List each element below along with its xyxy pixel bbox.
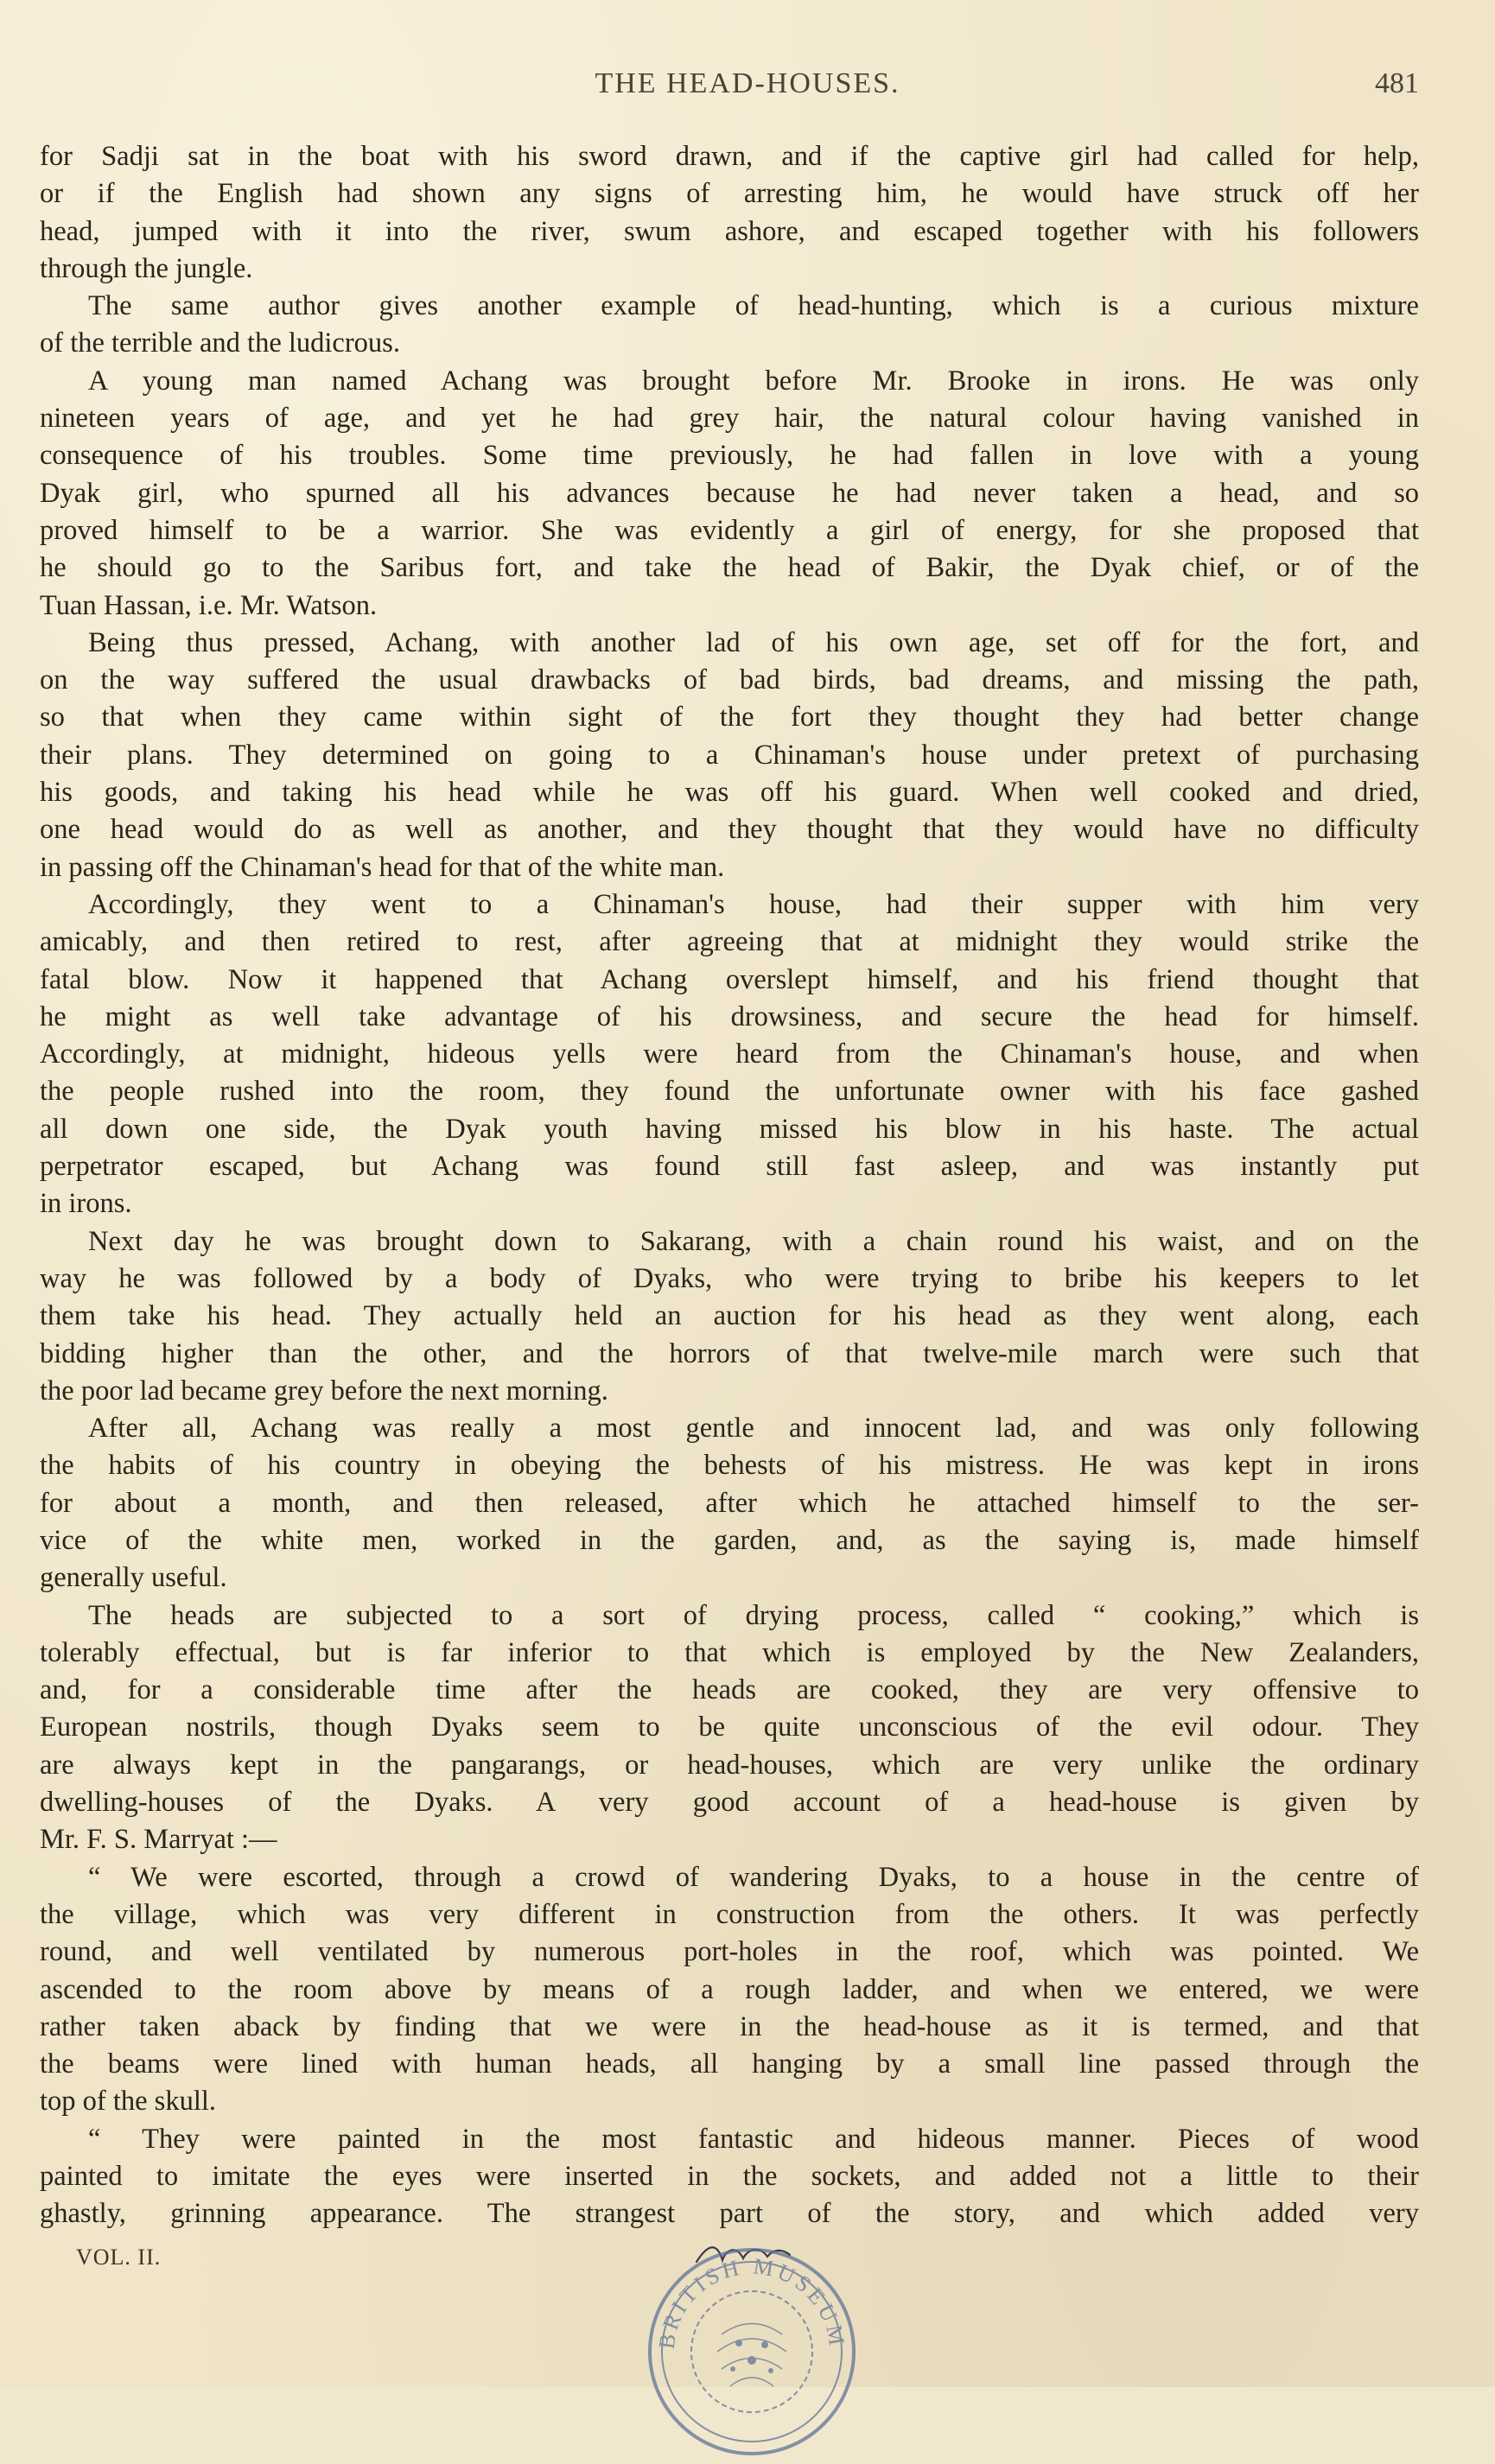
- text-line: “ We were escorted, through a crowd of wandering Dyaks, to a house in the centre of: [88, 1861, 1419, 1893]
- text-line: Mr. F. S. Marryat :—: [40, 1824, 277, 1856]
- text-line: Tuan Hassan, i.e. Mr. Watson.: [40, 589, 378, 621]
- text-line: top of the skull.: [40, 2086, 217, 2118]
- text-line: the habits of his country in obeying the behests of his mistress. He was kept in irons: [40, 1450, 1419, 1482]
- volume-marker: VOL. II.: [76, 2245, 162, 2270]
- text-line: European nostrils, though Dyaks seem to be quite unconscious of the evil odour. They: [40, 1711, 1419, 1743]
- svg-text:BRITISH MUSEUM: [654, 2253, 850, 2350]
- text-line: After all, Achang was really a most gentle and innocent lad, and was only following: [88, 1413, 1419, 1445]
- text-line: “ They were painted in the most fantastic and hideous manner. Pieces of wood: [88, 2123, 1419, 2155]
- library-stamp-icon: [639, 2239, 864, 2464]
- text-line: vice of the white men, worked in the garden, and, as the saying is, made himself: [40, 1524, 1419, 1556]
- text-line: painted to imitate the eyes were inserted in the sockets, and added not a little to their: [40, 2161, 1419, 2193]
- text-line: the village, which was very different in construction from the others. It was perfectly: [40, 1898, 1419, 1930]
- text-line: proved himself to be a warrior. She was evidently a girl of energy, for she proposed that: [40, 514, 1419, 546]
- text-line: all down one side, the Dyak youth having missed his blow in his haste. The actual: [40, 1113, 1419, 1145]
- text-line: he might as well take advantage of his drowsiness, and secure the head for himself.: [40, 1000, 1419, 1032]
- text-line: The heads are subjected to a sort of drying process, called “ cooking,” which is: [88, 1599, 1419, 1631]
- text-line: their plans. They determined on going to a Chinaman's house under pretext of purchasing: [40, 739, 1419, 771]
- text-line: rather taken aback by finding that we were in the head-house as it is termed, and that: [40, 2010, 1419, 2042]
- text-line: them take his head. They actually held an auction for his head as they went along, each: [40, 1300, 1419, 1332]
- text-line: ghastly, grinning appearance. The strangest part of the story, and which added very: [40, 2198, 1419, 2230]
- text-line: Accordingly, they went to a Chinaman's house, had their supper with him very: [88, 888, 1419, 920]
- text-line: head, jumped with it into the river, swum ashore, and escaped together with his followers: [40, 215, 1419, 247]
- text-line: dwelling-houses of the Dyaks. A very good account of a head-house is given by: [40, 1787, 1419, 1819]
- text-line: the people rushed into the room, they found the unfortunate owner with his face gashed: [40, 1076, 1419, 1108]
- text-line: Accordingly, at midnight, hideous yells were heard from the Chinaman's house, and when: [40, 1038, 1419, 1070]
- running-title: THE HEAD-HOUSES.: [595, 67, 900, 99]
- text-line: and, for a considerable time after the heads are cooked, they are very offensive to: [40, 1674, 1419, 1706]
- text-line: tolerably effectual, but is far inferior to that which is employed by the New Zealanders,: [40, 1636, 1419, 1668]
- text-line: perpetrator escaped, but Achang was found still fast asleep, and was instantly put: [40, 1151, 1419, 1183]
- text-line: Being thus pressed, Achang, with another lad of his own age, set off for the fort, and: [88, 626, 1419, 658]
- text-line: one head would do as well as another, and they thought that they would have no difficulty: [40, 814, 1419, 846]
- body-text: [40, 138, 1419, 2233]
- stamp-text: BRITISH MUSEUM: [653, 2253, 850, 2351]
- text-line: his goods, and taking his head while he was off his guard. When well cooked and dried,: [40, 777, 1419, 809]
- text-line: round, and well ventilated by numerous port-holes in the roof, which was pointed. We: [40, 1936, 1419, 1968]
- text-line: he should go to the Saribus fort, and take the head of Bakir, the Dyak chief, or of the: [40, 552, 1419, 584]
- text-line: bidding higher than the other, and the horrors of that twelve-mile march were such that: [40, 1337, 1419, 1369]
- text-line: or if the English had shown any signs of arresting him, he would have struck off her: [40, 178, 1419, 210]
- text-line: are always kept in the pangarangs, or head-houses, which are very unlike the ordinary: [40, 1749, 1419, 1781]
- text-line: of the terrible and the ludicrous.: [40, 327, 400, 359]
- text-line: so that when they came within sight of the fort they thought they had better change: [40, 702, 1419, 733]
- text-line: for Sadji sat in the boat with his sword drawn, and if the captive girl had called for help,: [40, 141, 1419, 172]
- text-line: fatal blow. Now it happened that Achang overslept himself, and his friend thought that: [40, 963, 1419, 995]
- text-line: the beams were lined with human heads, all hanging by a small line passed through the: [40, 2048, 1419, 2080]
- running-head: [0, 67, 1495, 111]
- text-line: on the way suffered the usual drawbacks of bad birds, bad dreams, and missing the path,: [40, 664, 1419, 696]
- text-line: consequence of his troubles. Some time previously, he had fallen in love with a young: [40, 440, 1419, 472]
- text-line: the poor lad became grey before the next morning.: [40, 1375, 608, 1407]
- page-number: 481: [1375, 67, 1419, 99]
- text-line: Dyak girl, who spurned all his advances because he had never taken a head, and so: [40, 477, 1419, 509]
- text-line: way he was followed by a body of Dyaks, who were trying to bribe his keepers to let: [40, 1262, 1419, 1294]
- text-line: A young man named Achang was brought before Mr. Brooke in irons. He was only: [88, 365, 1419, 397]
- text-line: nineteen years of age, and yet he had grey hair, the natural colour having vanished in: [40, 403, 1419, 435]
- text-line: in passing off the Chinaman's head for that of the white man.: [40, 851, 725, 883]
- text-line: Next day he was brought down to Sakarang, with a chain round his waist, and on the: [88, 1225, 1419, 1257]
- text-line: ascended to the room above by means of a rough ladder, and when we entered, we were: [40, 1973, 1419, 2005]
- text-line: for about a month, and then released, after which he attached himself to the ser-: [40, 1487, 1419, 1519]
- text-line: generally useful.: [40, 1562, 227, 1594]
- text-line: in irons.: [40, 1188, 132, 1220]
- text-line: amicably, and then retired to rest, after agreeing that at midnight they would strike the: [40, 926, 1419, 958]
- text-line: through the jungle.: [40, 252, 253, 284]
- text-line: The same author gives another example of head-hunting, which is a curious mixture: [88, 290, 1419, 322]
